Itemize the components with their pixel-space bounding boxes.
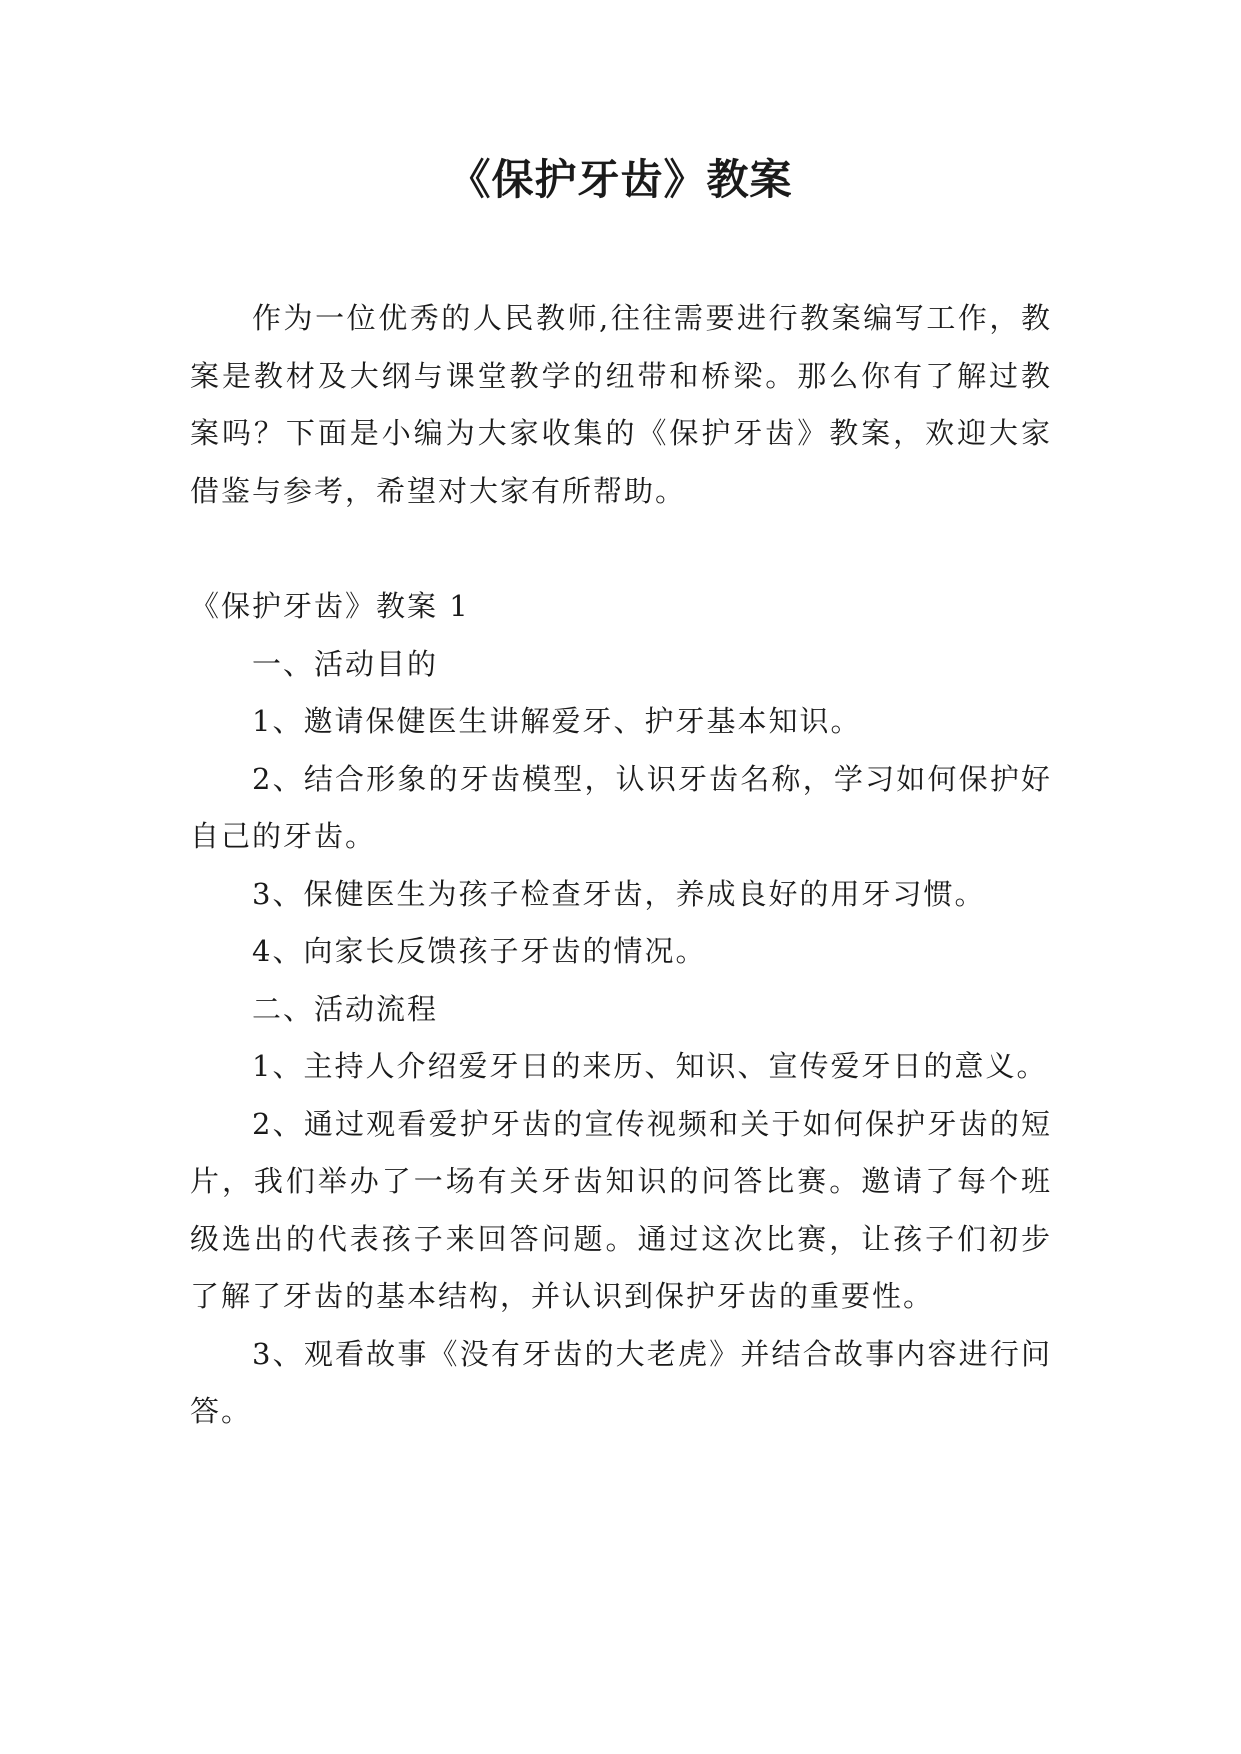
process-item-3: 3、观看故事《没有牙齿的大老虎》并结合故事内容进行问答。	[190, 1336, 1052, 1428]
heading-activity-process: 二、活动流程	[252, 991, 439, 1026]
document-title: 《保护牙齿》教案	[448, 155, 793, 204]
goal-item-1: 1、邀请保健医生讲解爱牙、护牙基本知识。	[252, 704, 862, 738]
goal-item-4: 4、向家长反馈孩子牙齿的情况。	[252, 934, 707, 968]
intro-paragraph: 作为一位优秀的人民教师,往往需要进行教案编写工作，教案是教材及大纲与课堂教学的纽带和桥梁。那么你有了解过教案吗？下面是小编为大家收集的《保护牙齿》教案，欢迎大家借鉴与参考，希望对大家有所帮助。	[190, 301, 1052, 508]
heading-activity-goals: 一、活动目的	[252, 646, 439, 681]
document-body	[190, 290, 1052, 1441]
process-item-1: 1、主持人介绍爱牙日的来历、知识、宣传爱牙日的意义。	[252, 1049, 1048, 1083]
goal-item-3: 3、保健医生为孩子检查牙齿，养成良好的用牙习惯。	[252, 876, 986, 911]
paragraph-spacer	[190, 520, 1052, 578]
goal-item-2: 2、结合形象的牙齿模型，认识牙齿名称，学习如何保护好自己的牙齿。	[190, 761, 1052, 853]
section-title: 《保护牙齿》教案 1	[190, 589, 470, 623]
process-item-2: 2、通过观看爱护牙齿的宣传视频和关于如何保护牙齿的短片，我们举办了一场有关牙齿知识的问答比赛。邀请了每个班级选出的代表孩子来回答问题。通过这次比赛，让孩子们初步了解了牙齿的基本结构，并认识到保护牙齿的重要性。	[190, 1106, 1052, 1313]
